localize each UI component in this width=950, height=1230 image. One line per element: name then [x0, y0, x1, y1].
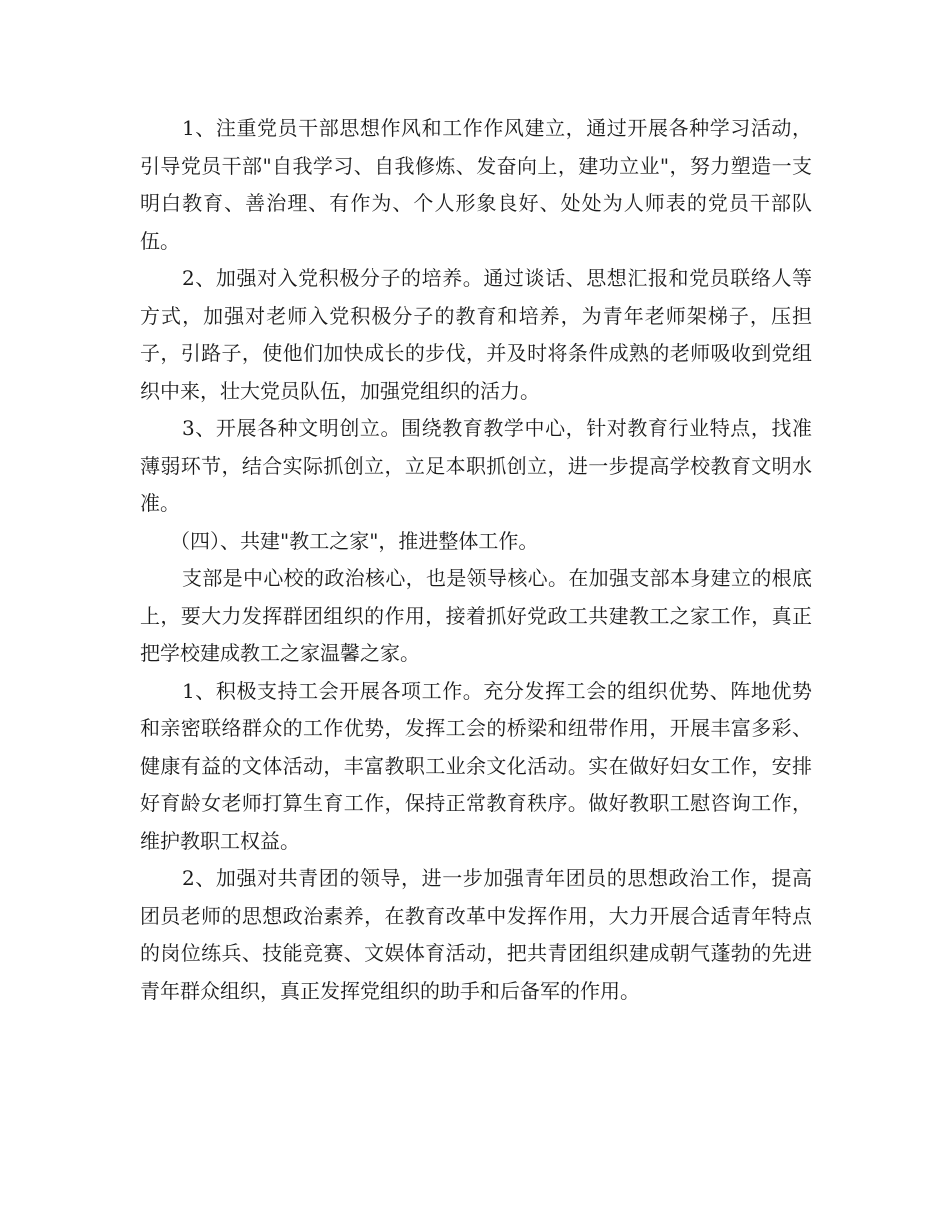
- paragraph-youth-league: 2、加强对共青团的领导，进一步加强青年团员的思想政治工作，提高团员老师的思想政治素养，在教育改革中发挥作用，大力开展合适青年特点的岗位练兵、技能竞赛、文娱体育活动，把共青团组织建成朝气蓬勃的先进青年群众组织，真正发挥党组织的助手和后备军的作用。: [140, 866, 812, 1003]
- paragraph-branch-core: 支部是中心校的政治核心，也是领导核心。在加强支部本身建立的根底上，要大力发挥群团组织的作用，接着抓好党政工共建教工之家工作，真正把学校建成教工之家温馨之家。: [140, 566, 812, 665]
- paragraph-civilization-creation: 3、开展各种文明创立。围绕教育教学中心，针对教育行业特点，找准薄弱环节，结合实际抓创立，立足本职抓创立，进一步提高学校教育文明水准。: [140, 416, 812, 515]
- document-page: [140, 110, 812, 1010]
- paragraph-cadre-work-style: 1、注重党员干部思想作风和工作作风建立，通过开展各种学习活动，引导党员干部"自我学习、自我修炼、发奋向上，建功立业"，努力塑造一支明白教育、善治理、有作为、个人形象良好、处处为人师表的党员干部队伍。: [140, 116, 812, 253]
- paragraph-trade-union: 1、积极支持工会开展各项工作。充分发挥工会的组织优势、阵地优势和亲密联络群众的工作优势，发挥工会的桥梁和纽带作用，开展丰富多彩、健康有益的文体活动，丰富教职工业余文化活动。实在做好妇女工作，安排好育龄女老师打算生育工作，保持正常教育秩序。做好教职工慰咨询工作，维护教职工权益。: [140, 678, 812, 853]
- section-heading-teachers-home: （四）、共建"教工之家"，推进整体工作。: [170, 528, 539, 553]
- paragraph-party-activists: 2、加强对入党积极分子的培养。通过谈话、思想汇报和党员联络人等方式，加强对老师入党积极分子的教育和培养，为青年老师架梯子，压担子，引路子，使他们加快成长的步伐，并及时将条件成熟的老师吸收到党组织中来，壮大党员队伍，加强党组织的活力。: [140, 266, 812, 403]
